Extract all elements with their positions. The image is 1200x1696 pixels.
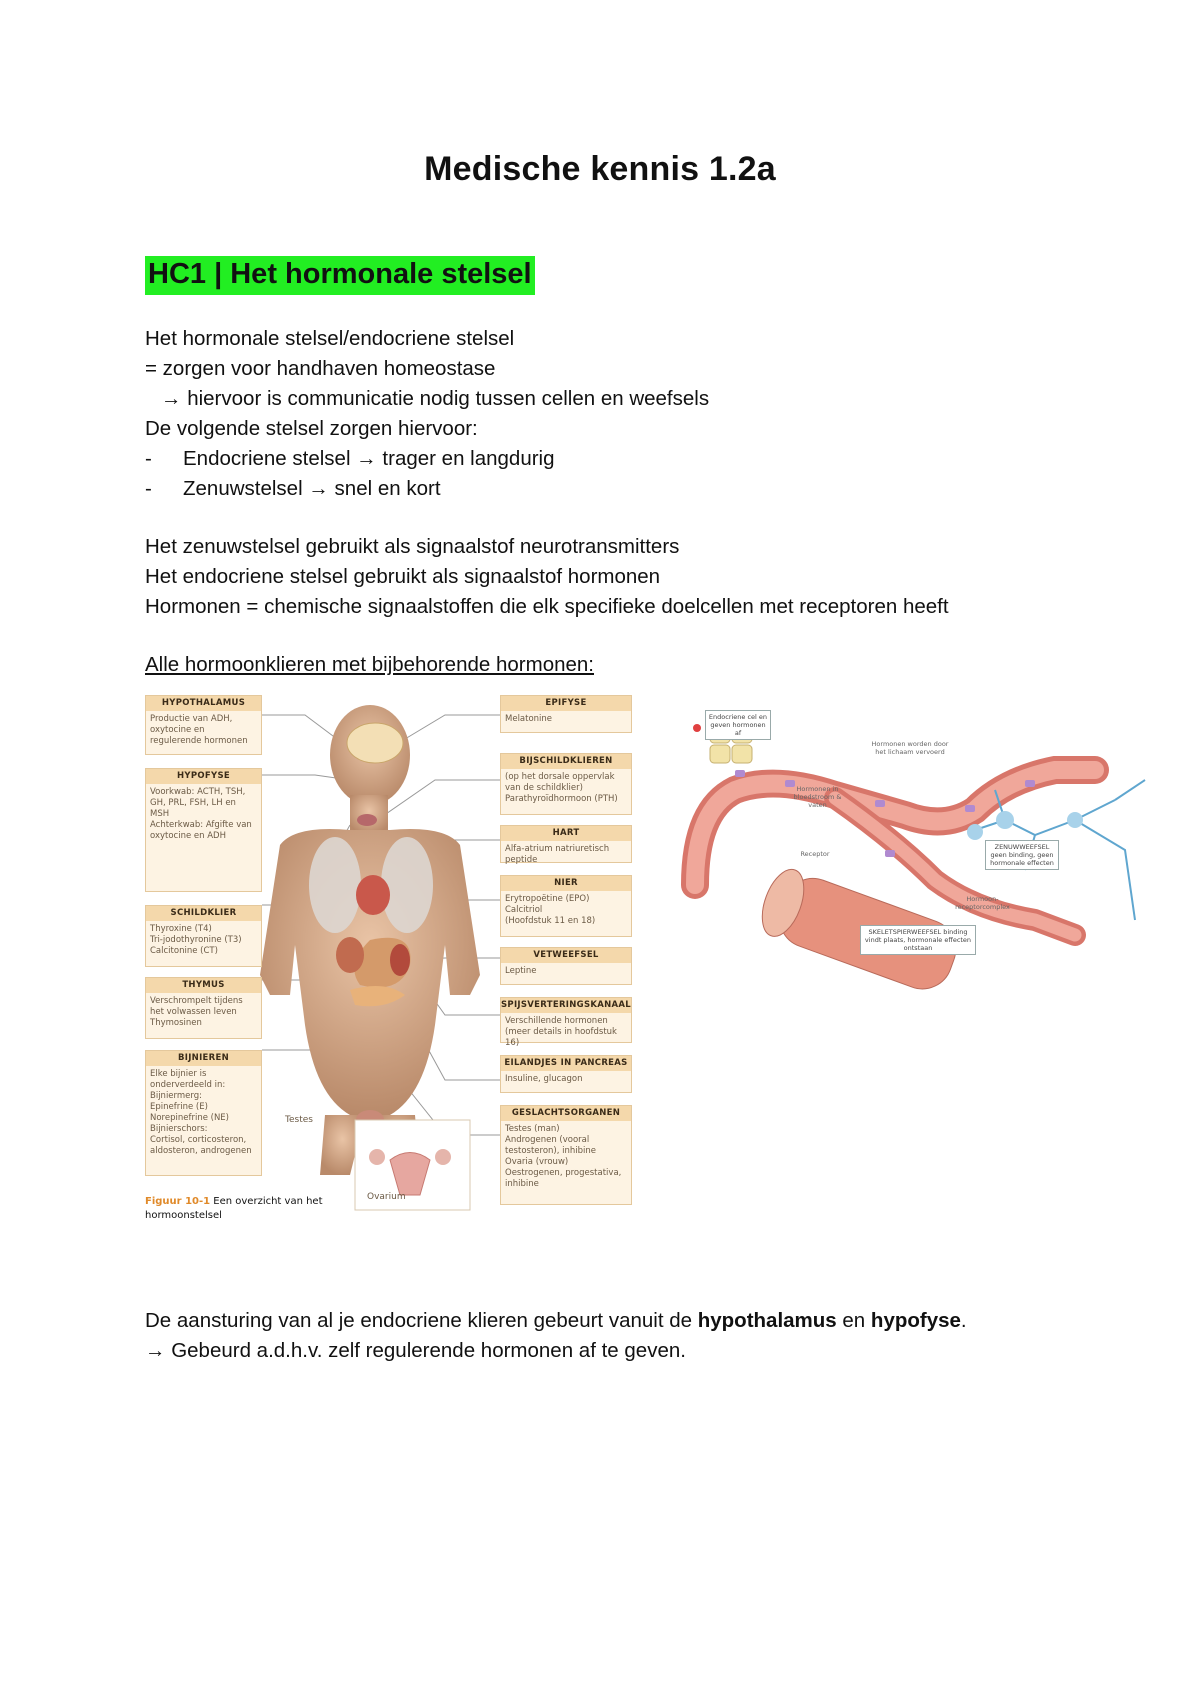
section-heading: HC1 | Het hormonale stelsel xyxy=(145,256,535,295)
figure-caption-text: Een overzicht van het hormoonstelsel xyxy=(145,1196,323,1221)
bullet-text: trager en langdurig xyxy=(382,447,555,470)
gland-title: SPIJSVERTERINGSKANAAL xyxy=(501,998,631,1013)
gland-body: (op het dorsale oppervlak van de schildklier) Parathyroïdhormoon (PTH) xyxy=(505,772,618,804)
gland-title: NIER xyxy=(501,876,631,891)
gland-body: Melatonine xyxy=(505,714,553,724)
gland-box-pancreas xyxy=(500,1055,632,1093)
bullet-dash: - xyxy=(145,477,152,500)
gland-box-geslachtsorganen xyxy=(500,1105,632,1205)
gland-body: Insuline, glucagon xyxy=(505,1074,583,1084)
gland-title: EPIFYSE xyxy=(501,696,631,711)
bullet-text: Zenuwstelsel xyxy=(183,477,303,500)
gland-box-schildklier xyxy=(145,905,262,967)
arrow-icon: → xyxy=(356,447,377,470)
gland-body: Verschrompelt tijdens het volwassen leven Thymosinen xyxy=(150,996,243,1028)
figure-caption-label: Figuur 10-1 xyxy=(145,1196,211,1207)
paragraph-text: De aansturing van al je endocriene klieren gebeurt vanuit de xyxy=(145,1309,693,1332)
testes-label: Testes xyxy=(285,1115,313,1125)
paragraph-line: De volgende stelsel zorgen hiervoor: xyxy=(145,417,478,440)
gland-title: HART xyxy=(501,826,631,841)
gland-body: Testes (man) Androgenen (vooral testosteron), inhibine Ovaria (vrouw) Oestrogenen, progestativa, inhibine xyxy=(505,1124,622,1189)
gland-box-hart xyxy=(500,825,632,863)
gland-body: Voorkwab: ACTH, TSH, GH, PRL, FSH, LH en MSH Achterkwab: Afgifte van oxytocine en ADH xyxy=(150,787,252,841)
bullet-text: Endocriene stelsel xyxy=(183,447,351,470)
label-hormone-transport: Hormonen worden door het lichaam vervoerd xyxy=(871,740,949,756)
paragraph-line: Het zenuwstelsel gebruikt als signaalstof neurotransmitters xyxy=(145,535,680,558)
paragraph-text: en xyxy=(842,1309,866,1332)
arrow-icon: → xyxy=(161,387,182,410)
ovarium-label: Ovarium xyxy=(367,1192,406,1202)
paragraph-line: = zorgen voor handhaven homeostase xyxy=(145,357,496,380)
gland-body: Elke bijnier is onderverdeeld in: Bijniermerg: Epinefrine (E) Norepinefrine (NE) Bijnierschors: Cortisol, corticosteron, aldosteron, androgenen xyxy=(150,1069,252,1156)
gland-box-epifyse xyxy=(500,695,632,733)
gland-title: GESLACHTSORGANEN xyxy=(501,1106,631,1121)
label-endocrine-cell: Endocriene cel en geven hormonen af xyxy=(705,710,771,740)
paragraph-line xyxy=(145,1336,686,1366)
figure-subheading: Alle hormoonklieren met bijbehorende hormonen: xyxy=(145,653,594,676)
document-title: Medische kennis 1.2a xyxy=(424,150,776,188)
endocrine-overview-figure xyxy=(145,695,645,1255)
gland-box-hypofyse xyxy=(145,768,262,892)
bullet-item xyxy=(145,474,441,504)
gland-box-thymus xyxy=(145,977,262,1039)
gland-box-spijsvertering xyxy=(500,997,632,1048)
gland-box-hypothalamus xyxy=(145,695,262,755)
paragraph-text: Gebeurd a.d.h.v. zelf regulerende hormonen af te geven. xyxy=(171,1339,686,1362)
gland-title: THYMUS xyxy=(146,978,261,993)
gland-box-bijschildklieren xyxy=(500,753,632,815)
label-complex: Hormoon-receptorcomplex xyxy=(955,895,1010,911)
paragraph-line: Het hormonale stelsel/endocriene stelsel xyxy=(145,327,515,350)
gland-title: BIJSCHILDKLIEREN xyxy=(501,754,631,769)
paragraph-line: Hormonen = chemische signaalstoffen die elk specifieke doelcellen met receptoren heeft xyxy=(145,595,949,618)
keyword-hypothalamus: hypothalamus xyxy=(697,1309,837,1332)
hormone-transport-figure xyxy=(675,713,1155,1020)
gland-body: Erytropoëtine (EPO) Calcitriol (Hoofdstuk 11 en 18) xyxy=(505,894,596,926)
gland-title: BIJNIEREN xyxy=(146,1051,261,1066)
label-receptor: Receptor xyxy=(800,850,830,858)
gland-body: Thyroxine (T4) Tri-jodothyronine (T3) Calcitonine (CT) xyxy=(150,924,242,956)
paragraph-text: . xyxy=(960,1309,967,1332)
gland-title: HYPOTHALAMUS xyxy=(146,696,261,711)
keyword-hypofyse: hypofyse xyxy=(870,1309,961,1332)
gland-title: VETWEEFSEL xyxy=(501,948,631,963)
figure-caption xyxy=(145,1195,335,1223)
gland-box-nier xyxy=(500,875,632,937)
gland-body: Leptine xyxy=(505,966,537,976)
bullet-item xyxy=(145,444,555,474)
arrow-icon: → xyxy=(145,1339,166,1362)
gland-title: HYPOFYSE xyxy=(146,769,261,784)
paragraph-text: hiervoor is communicatie nodig tussen cellen en weefsels xyxy=(187,387,710,410)
blood-vessel-illustration xyxy=(675,720,1155,1020)
paragraph-line xyxy=(145,384,709,414)
gland-title: SCHILDKLIER xyxy=(146,906,261,921)
gland-body: Productie van ADH, oxytocine en regulerende hormonen xyxy=(150,714,248,746)
gland-body: Alfa-atrium natriuretisch peptide xyxy=(505,844,610,865)
gland-body: Verschillende hormonen (meer details in hoofdstuk 16) xyxy=(505,1016,617,1048)
gland-box-vetweefsel xyxy=(500,947,632,985)
gland-title: EILANDJES IN PANCREAS xyxy=(501,1056,631,1071)
arrow-icon: → xyxy=(308,477,329,500)
paragraph-line: Het endocriene stelsel gebruikt als signaalstof hormonen xyxy=(145,565,661,588)
bullet-text: snel en kort xyxy=(334,477,441,500)
bullet-dash: - xyxy=(145,447,152,470)
paragraph-line xyxy=(145,1306,967,1336)
label-skeletal-muscle: SKELETSPIERWEEFSEL binding vindt plaats, hormonale effecten ontstaan xyxy=(860,925,976,955)
gland-box-bijnieren xyxy=(145,1050,262,1176)
label-bloodstream: Hormonen in bloedstroom & vaten xyxy=(793,785,842,809)
label-nervous-tissue: ZENUWWEEFSEL geen binding, geen hormonale effecten xyxy=(985,840,1059,870)
